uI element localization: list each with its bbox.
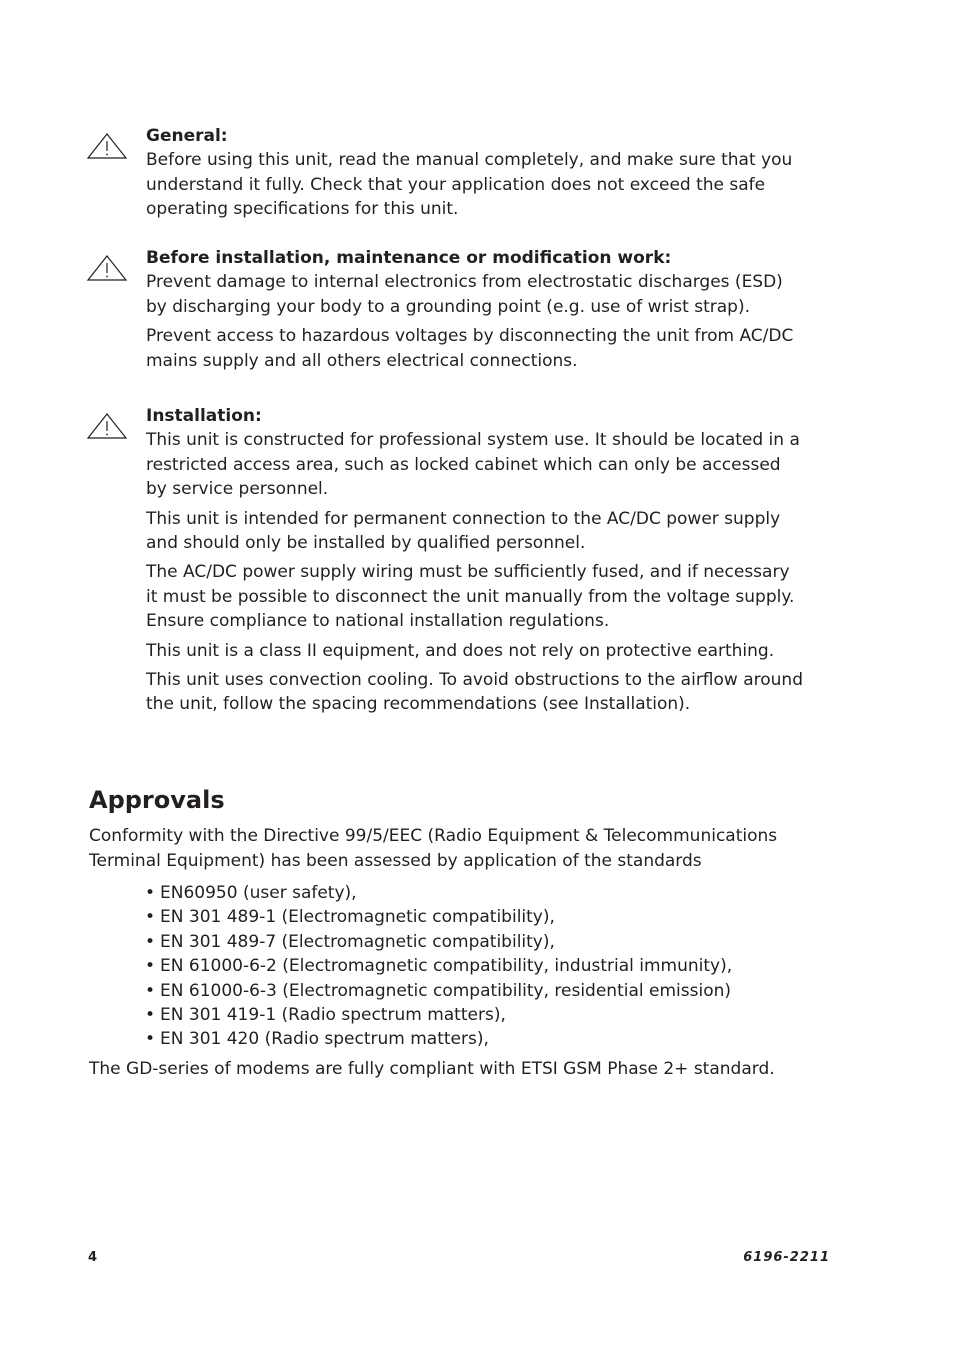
section-heading: Approvals: [89, 786, 225, 814]
approvals-closing: The GD-series of modems are fully compliant with ETSI GSM Phase 2+ standard.: [89, 1058, 775, 1079]
bullet-icon: •: [145, 1029, 156, 1050]
warning-installation: [146, 404, 806, 722]
list-item: • EN60950 (user safety),: [145, 883, 357, 903]
list-item: • EN 301 489-7 (Electromagnetic compatibility),: [145, 931, 555, 952]
bullet-icon: •: [145, 980, 156, 1001]
warning-paragraph: Prevent damage to internal electronics from electrostatic discharges (ESD) by discharging your body to a grounding point (e.g. use of wrist strap).: [146, 272, 783, 317]
warning-general: [146, 124, 806, 227]
bullet-icon: •: [145, 1005, 156, 1026]
warning-paragraph: Prevent access to hazardous voltages by disconnecting the unit from AC/DC mains supply and all others electrical connections.: [146, 326, 794, 371]
approvals-section: [89, 782, 809, 1081]
list-item: • EN 301 420 (Radio spectrum matters),: [145, 1029, 489, 1050]
warning-paragraph: The AC/DC power supply wiring must be sufficiently fused, and if necessary it must be possible to disconnect the unit manually from the voltage supply. Ensure compliance to national installation regulations.: [146, 562, 795, 632]
bullet-icon: •: [145, 883, 156, 903]
approvals-intro: Conformity with the Directive 99/5/EEC (Radio Equipment & Telecommunications Terminal Equipment) has been assessed by application of the standards: [89, 826, 778, 871]
standards-list: [89, 881, 809, 1052]
list-item: • EN 61000-6-2 (Electromagnetic compatibility, industrial immunity),: [145, 956, 733, 977]
warning-paragraph: Before using this unit, read the manual completely, and make sure that you understand it fully. Check that your application does not exceed the safe operating specifications for this unit.: [146, 150, 793, 220]
warning-title: General:: [146, 126, 228, 146]
warning-paragraph: This unit is a class II equipment, and does not rely on protective earthing.: [146, 640, 775, 661]
warning-title: Before installation, maintenance or modification work:: [146, 248, 672, 268]
bullet-icon: •: [145, 907, 156, 928]
page-number: 4: [88, 1250, 98, 1265]
warning-paragraph: This unit uses convection cooling. To avoid obstructions to the airflow around the unit, follow the spacing recommendations (see Installation).: [146, 670, 803, 715]
warning-before-installation: [146, 246, 806, 378]
list-item: • EN 301 419-1 (Radio spectrum matters),: [145, 1005, 506, 1026]
warning-paragraph: This unit is constructed for professional system use. It should be located in a restricted access area, such as locked cabinet which can only be accessed by service personnel.: [146, 430, 800, 500]
warning-triangle-icon: [86, 412, 128, 440]
warning-paragraph: This unit is intended for permanent connection to the AC/DC power supply and should only be installed by qualified personnel.: [146, 508, 781, 554]
bullet-icon: •: [145, 956, 156, 977]
document-number: 6196-2211: [743, 1250, 830, 1265]
warning-triangle-icon: [86, 254, 128, 282]
warning-triangle-icon: [86, 132, 128, 160]
list-item: • EN 61000-6-3 (Electromagnetic compatibility, residential emission): [145, 980, 732, 1001]
bullet-icon: •: [145, 931, 156, 952]
list-item: • EN 301 489-1 (Electromagnetic compatibility),: [145, 907, 555, 928]
warning-title: Installation:: [146, 406, 262, 426]
